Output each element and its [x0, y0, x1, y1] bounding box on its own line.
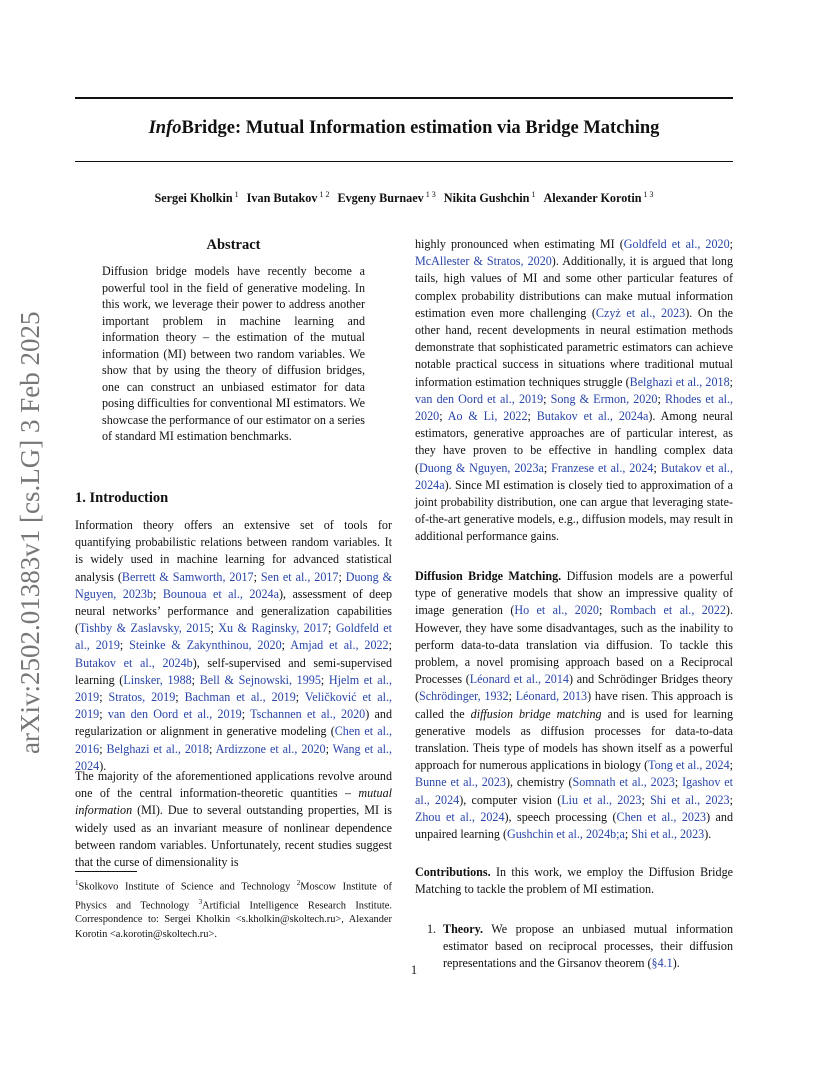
citation-link[interactable]: Butakov et al., 2024a	[415, 460, 733, 492]
emphasis: mutual information	[75, 786, 392, 818]
title-rest: Bridge: Mutual Information estimation via Bridge Matching	[181, 118, 660, 138]
intro-paragraph-1: Information theory offers an extensive set of tools for quantifying probabilistic relations between random variables. It is widely used in machine learning for advanced statistical analysis (Berrett & Samworth, 2017; Sen et al., 2017; Duong & Nguyen, 2023b; Bounoua et al., 2024a), assessment of deep neural networks’ performance and generalization capabilities (Tishby & Zaslavsky, 2015; Xu & Raginsky, 2017; Goldfeld et al., 2019; Steinke & Zakynthinou, 2020; Amjad et al., 2022; Butakov et al., 2024b), self-supervised and semi-supervised learning (Linsker, 1988; Bell & Sejnowski, 1995; Hjelm et al., 2019; Stratos, 2019; Bachman et al., 2019; Veličković et al., 2019; van den Oord et al., 2019; Tschannen et al., 2020) and regularization or alignment in generative modeling (Chen et al., 2016; Belghazi et al., 2018; Ardizzone et al., 2020; Wang et al., 2024).	[75, 518, 393, 773]
author-affiliation: 1 3	[423, 190, 436, 199]
author-name: Alexander Korotin	[543, 191, 642, 206]
citation-link[interactable]: Czyż et al., 2023	[595, 305, 686, 320]
citation-link[interactable]: Linsker, 1988	[123, 672, 192, 687]
author-name: Nikita Gushchin	[443, 191, 530, 206]
citation-link[interactable]: Veličković et al., 2019	[75, 690, 392, 722]
citation-link[interactable]: Bachman et al., 2019	[184, 690, 296, 705]
citation-link[interactable]: Butakov et al., 2024a	[536, 409, 649, 424]
citation-link[interactable]: Bunne et al., 2023	[415, 775, 506, 790]
citation-link[interactable]: Duong & Nguyen, 2023a	[419, 460, 544, 475]
citation-link[interactable]: Berrett & Samworth, 2017	[121, 569, 254, 584]
intro-paragraph-2: The majority of the aforementioned applications revolve around one of the central information-theoretic quantities – mutual information (MI). Due to several outstanding properties, MI is widely used as an invariant measure of nonlinear dependence between random variables. Unfortunately, recent studies suggest that the curse of dimensionality is	[75, 769, 392, 870]
title-italic-part: Info	[148, 118, 182, 138]
citation-link[interactable]: Goldfeld et al., 2020	[623, 237, 730, 251]
author-affiliation: 1 3	[641, 190, 654, 199]
author-list	[75, 190, 733, 206]
title-bottom-rule	[75, 161, 733, 162]
item-number: 1.	[427, 922, 437, 936]
citation-link[interactable]: Stratos, 2019	[108, 690, 176, 705]
citation-link[interactable]: Butakov et al., 2024b	[75, 655, 193, 670]
intro-heading: 1. Introduction	[75, 490, 169, 506]
abstract-text: Diffusion bridge models have recently become a powerful tool in the field of generative modeling. In this work, we leverage their power to address another important problem in machine learning and information theory – the estimation of the mutual information (MI) between two random variables. We show that by using the theory of diffusion bridges, one can construct an unbiased estimator for data posing difficulties for conventional MI estimators. We showcase the performance of our estimator on a series of standard MI estimation benchmarks.	[102, 264, 365, 443]
item-heading: Theory.	[443, 922, 483, 936]
affiliation-footnote: $^1$Skolkovo Institute of Science and Technology $^2$Moscow Institute of Physics and Technology $^3$Artificial Intelligence Research Institute. Correspondence to: Sergei Kholkin <s.kholkin@skoltech.ru>, Alexander Korotin <a.korotin@skoltech.ru>.	[75, 879, 392, 940]
citation-link[interactable]: Franzese et al., 2024	[551, 460, 654, 475]
contributions-paragraph	[415, 864, 733, 898]
citation-link[interactable]: Duong & Nguyen, 2023b	[75, 569, 392, 601]
citation-link[interactable]: Tong et al., 2024	[648, 758, 730, 773]
contrib-heading: Contributions.	[415, 865, 491, 879]
affiliation-mark: 3	[198, 897, 203, 906]
author-affiliation: 1	[529, 190, 536, 199]
author-affiliation: 1 2	[317, 190, 330, 199]
citation-link[interactable]: Goldfeld et al., 2019	[75, 621, 393, 653]
citation-link[interactable]: Léonard, 2013	[515, 689, 588, 704]
author	[154, 191, 238, 205]
citation-link[interactable]: Chen et al., 2023	[616, 809, 707, 824]
dbm-body: Diffusion models are a powerful type of generative models that show an impressive quality of image generation (Ho et al., 2020; Rombach et al., 2022). However, they have some disadvantages, such as the inability to perform data-to-data translation via diffusion. To tackle this problem, a novel promising approach based on a Reciprocal Processes (Léonard et al., 2014) and Schrödinger Bridges theory (Schrödinger, 1932; Léonard, 2013) have risen. This approach is called the diffusion bridge matching and is used for learning generative models as diffusion processes for data-to-data translation. Theis type of models has shown itself as a powerful approach for numerous applications in biology (Tong et al., 2024; Bunne et al., 2023), chemistry (Somnath et al., 2023; Igashov et al., 2024), computer vision (Liu et al., 2023; Shi et al., 2023; Zhou et al., 2024), speech processing (Chen et al., 2023) and unpaired learning (Gushchin et al., 2024b;a; Shi et al., 2023).	[415, 569, 734, 842]
citation-link[interactable]: Belghazi et al., 2018	[629, 374, 730, 389]
citation-link[interactable]: van den Oord et al., 2019	[415, 391, 544, 406]
citation-link[interactable]: Chen et al., 2016	[75, 724, 392, 756]
paper-title	[75, 118, 733, 139]
affiliation-mark: 2	[296, 879, 301, 887]
citation-link[interactable]: Song & Ermon, 2020	[550, 391, 658, 406]
citation-link[interactable]: van den Oord et al., 2019	[107, 707, 242, 722]
citation-link[interactable]: Bounoua et al., 2024a	[162, 586, 279, 601]
affiliation-mark: 1	[75, 879, 79, 887]
author-name: Evgeny Burnaev	[337, 191, 424, 206]
citation-link[interactable]: Hjelm et al., 2019	[75, 672, 392, 705]
citation-link[interactable]: Ardizzone et al., 2020	[215, 741, 326, 756]
citation-link[interactable]: Bell & Sejnowski, 1995	[199, 672, 321, 687]
contribution-item: 1. Theory. We propose an unbiased mutual information estimator based on reciprocal processes, their diffusion representations and the Girsanov theorem (§4.1).	[427, 922, 733, 971]
section-ref-link[interactable]: §4.1	[651, 956, 673, 971]
citation-link[interactable]: Rhodes et al., 2020	[415, 391, 733, 424]
citation-link[interactable]: Zhou et al., 2024	[415, 809, 505, 824]
citation-link[interactable]: McAllester & Stratos, 2020	[415, 254, 552, 269]
author-name: Ivan Butakov	[246, 191, 318, 206]
citation-link[interactable]: Léonard et al., 2014	[469, 672, 569, 687]
author	[543, 191, 653, 205]
dbm-heading: Diffusion Bridge Matching.	[415, 569, 562, 583]
footnote-rule	[75, 871, 137, 872]
citation-link[interactable]: Tschannen et al., 2020	[250, 707, 366, 722]
arxiv-stamp: arXiv:2502.01383v1 [cs.LG] 3 Feb 2025	[15, 311, 45, 754]
citation-link[interactable]: Somnath et al., 2023	[572, 775, 675, 790]
citation-link[interactable]: Ho et al., 2020	[514, 603, 599, 618]
citation-link[interactable]: Sen et al., 2017	[260, 569, 339, 584]
diffusion-bridge-paragraph	[415, 568, 733, 843]
citation-link[interactable]: Steinke & Zakynthinou, 2020	[129, 638, 282, 653]
citation-link[interactable]: Amjad et al., 2022	[290, 638, 389, 653]
author	[337, 191, 435, 205]
author	[444, 191, 536, 205]
citation-link[interactable]: Liu et al., 2023	[561, 792, 642, 807]
citation-link[interactable]: Ao & Li, 2022	[447, 409, 528, 424]
citation-link[interactable]: Shi et al., 2023	[650, 792, 730, 807]
citation-link[interactable]: Rombach et al., 2022	[609, 603, 726, 618]
author	[247, 191, 330, 205]
contrib-body: In this work, we employ the Diffusion Bridge Matching to tackle the problem of MI estimation.	[415, 865, 733, 897]
citation-link[interactable]: Shi et al., 2023	[631, 827, 705, 842]
author-name: Sergei Kholkin	[154, 191, 233, 206]
page-number: 1	[410, 963, 418, 977]
citation-link[interactable]: Wang et al., 2024	[75, 741, 392, 773]
right-paragraph-1: highly pronounced when estimating MI (Goldfeld et al., 2020; McAllester & Stratos, 2020). Additionally, it is argued that long tails, high values of MI and some other particular features of complex probability distributions can make mutual information estimation even more challenging (Czyż et al., 2023). On the other hand, recent developments in neural estimation methods demonstrate that sophisticated parametric estimators can achieve notable practical success in situations where traditional mutual information estimation techniques struggle (Belghazi et al., 2018; van den Oord et al., 2019; Song & Ermon, 2020; Rhodes et al., 2020; Ao & Li, 2022; Butakov et al., 2024a). Among neural estimators, generative approaches are of particular interest, as they have proven to be effective in handling complex data (Duong & Nguyen, 2023a; Franzese et al., 2024; Butakov et al., 2024a). Since MI estimation is closely tied to approximation of a joint probability distribution, one can argue that leveraging state-of-the-art generative models, e.g., diffusion models, may result in additional performance gains.	[415, 237, 734, 544]
citation-link[interactable]: Xu & Raginsky, 2017	[218, 621, 328, 636]
citation-link[interactable]: Schrödinger, 1932	[419, 689, 509, 704]
citation-link[interactable]: Gushchin et al., 2024b;a	[507, 827, 625, 842]
citation-link[interactable]: Igashov et al., 2024	[415, 775, 733, 807]
top-rule	[75, 97, 733, 99]
emphasis: diffusion bridge matching	[470, 706, 602, 721]
citation-link[interactable]: Belghazi et al., 2018	[106, 741, 210, 756]
citation-link[interactable]: Tishby & Zaslavsky, 2015	[79, 621, 211, 636]
abstract-heading: Abstract	[206, 237, 261, 253]
author-affiliation: 1	[232, 190, 239, 199]
